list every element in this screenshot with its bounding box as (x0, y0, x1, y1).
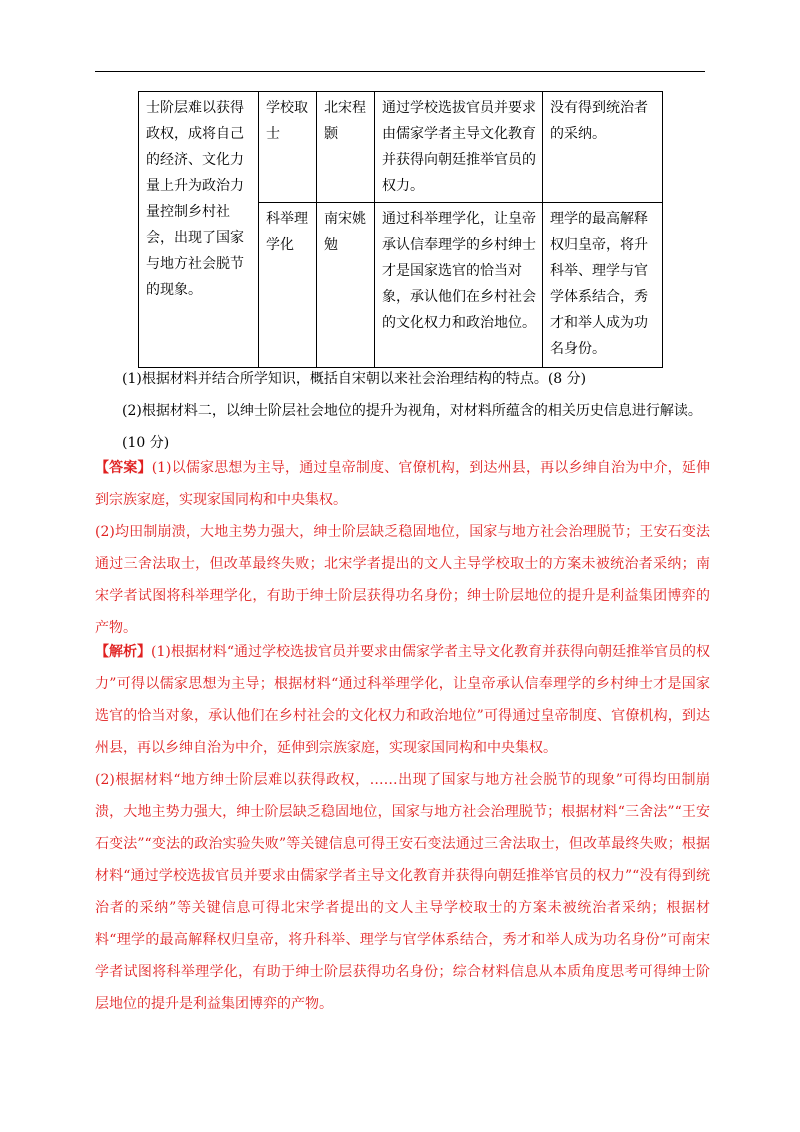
question-2-score: (10 分) (122, 435, 170, 451)
answer-text-1: (1)以儒家思想为主导，通过皇帝制度、官僚机构，到达州县，再以乡绅自治为中介，延伸到宗族家庭，实现家国同构和中央集权。 (95, 460, 710, 508)
answer-text-2: (2)均田制崩溃，大地主势力强大，绅士阶层缺乏稳固地位，国家与地方社会治理脱节；王安石变法通过三舍法取士，但改革最终失败；北宋学者提出的文人主导学校取士的方案未被统治者采纳；南宋学者试图将科举理学化，有助于绅士阶层获得功名身份；绅士阶层地位的提升是利益集团博弈的产物。 (95, 524, 710, 636)
analysis-block (95, 636, 710, 764)
question-1: (1)根据材料并结合所学知识，概括自宋朝以来社会治理结构的特点。(8 分) (122, 371, 587, 387)
table-row (139, 92, 663, 203)
table-cell-content: 通过科举理学化，让皇帝承认信奉理学的乡村绅士才是国家选官的恰当对象，承认他们在乡村社会的文化权力和政治地位。 (375, 203, 543, 368)
table-cell-context: 士阶层难以获得政权，成将自己的经济、文化力量上升为政治力量控制乡村社会，出现了国家与地方社会脱节的现象。 (139, 92, 259, 368)
table-cell-method: 学校取士 (259, 92, 317, 203)
answer-block (95, 452, 710, 516)
table-cell-result: 没有得到统治者的采纳。 (543, 92, 663, 203)
analysis-text-1: (1)根据材料“通过学校选拔官员并要求由儒家学者主导文化教育并获得向朝廷推举官员的权力”可得以儒家思想为主导；根据材料“通过科举理学化，让皇帝承认信奉理学的乡村绅士才是国家选官的恰当对象，承认他们在乡村社会的文化权力和政治地位”可得通过皇帝制度、官僚机构，到达州县，再以乡绅自治为中介，延伸到宗族家庭，实现家国同构和中央集权。 (95, 644, 710, 756)
header-rule (95, 71, 705, 72)
table-cell-content: 通过学校选拔官员并要求由儒家学者主导文化教育并获得向朝廷推举官员的权力。 (375, 92, 543, 203)
question-2: (2)根据材料二，以绅士阶层社会地位的提升为视角，对材料所蕴含的相关历史信息进行解读。 (122, 403, 702, 419)
analysis-tag: 【解析】 (95, 644, 151, 660)
table-cell-person: 南宋姚勉 (317, 203, 375, 368)
history-table (138, 91, 663, 368)
analysis-text-2: (2)根据材料“地方绅士阶层难以获得政权，……出现了国家与地方社会脱节的现象”可得均田制崩溃，大地主势力强大，绅士阶层缺乏稳固地位，国家与地方社会治理脱节；根据材料“三舍法”“王安石变法”“变法的政治实验失败”等关键信息可得王安石变法通过三舍法取士，但改革最终失败；根据材料“通过学校选拔官员并要求由儒家学者主导文化教育并获得向朝廷推举官员的权力”“没有得到统治者的采纳”等关键信息可得北宋学者提出的文人主导学校取士的方案未被统治者采纳；根据材料“理学的最高解释权归皇帝，将升科举、理学与官学体系结合，秀才和举人成为功名身份”可南宋学者试图将科举理学化，有助于绅士阶层获得功名身份；综合材料信息从本质角度思考可得绅士阶层地位的提升是利益集团博弈的产物。 (95, 772, 710, 1012)
table-cell-result: 理学的最高解释权归皇帝，将升科举、理学与官学体系结合，秀才和举人成为功名身份。 (543, 203, 663, 368)
table-cell-method: 科举理学化 (259, 203, 317, 368)
answer-tag: 【答案】 (95, 460, 152, 476)
table-cell-person: 北宋程颢 (317, 92, 375, 203)
